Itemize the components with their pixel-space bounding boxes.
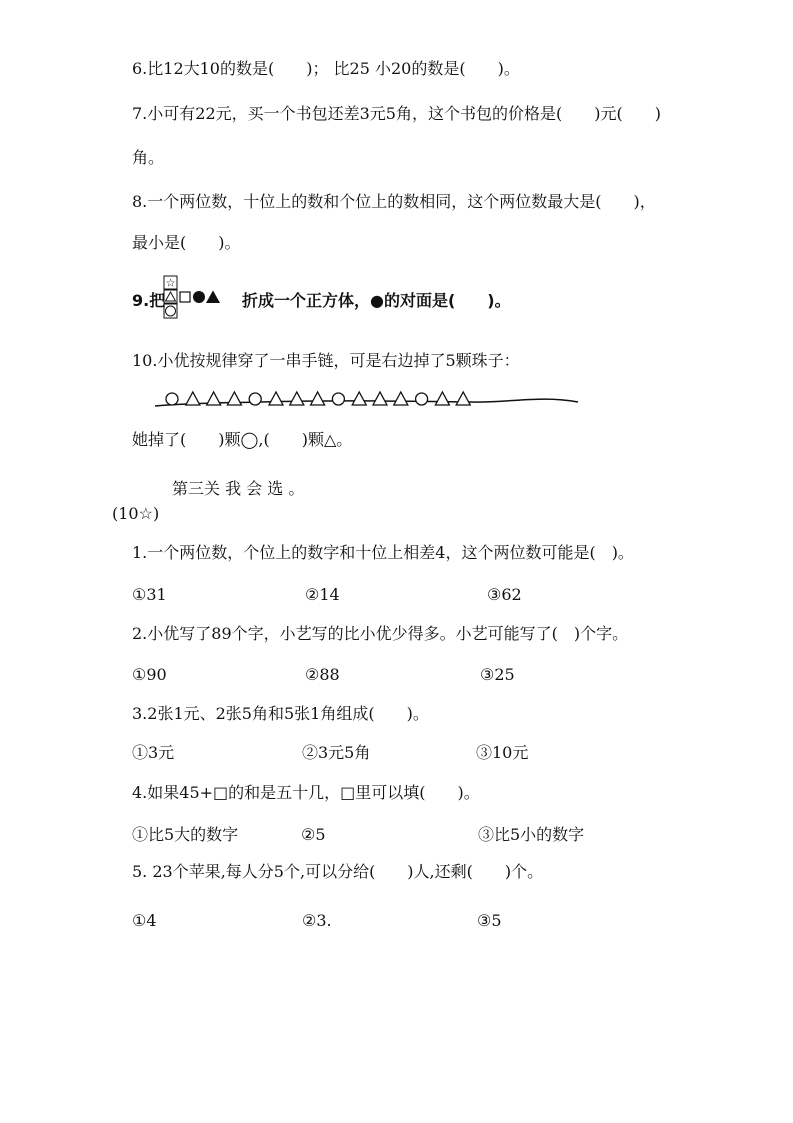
q3-option-c[interactable]: ③10元 (476, 743, 529, 762)
choice-question-2: 2.小优写了89个字，小艺写的比小优少得多。小艺可能写了( )个字。 (132, 624, 629, 643)
bead-triangle (207, 392, 221, 405)
circle-icon (166, 306, 176, 316)
bead-triangle (456, 392, 470, 405)
bead-circle (249, 393, 261, 405)
bead-bracelet-figure (150, 385, 582, 415)
choice-question-1: 1.一个两位数，个位上的数字和十位上相差4，这个两位数可能是( )。 (132, 543, 634, 562)
q4-option-b[interactable]: ②5 (301, 825, 326, 844)
question-9-prefix: 9.把 (132, 291, 166, 310)
filled-circle-icon (193, 291, 205, 303)
q1-option-c[interactable]: ③62 (487, 585, 522, 604)
star-icon: ☆ (165, 276, 176, 290)
q5-option-b[interactable]: ②3. (302, 911, 332, 930)
choice-question-3: 3.2张1元、2张5角和5张1角组成( )。 (132, 704, 429, 723)
question-8-line2: 最小是( )。 (132, 233, 241, 252)
bead-triangle (435, 392, 449, 405)
q3-option-b[interactable]: ②3元5角 (302, 743, 371, 762)
question-7-line1: 7.小可有22元，买一个书包还差3元5角，这个书包的价格是( )元( ) (132, 104, 661, 123)
q2-option-b[interactable]: ②88 (305, 665, 340, 684)
bead-triangle (269, 392, 283, 405)
bead-triangle (373, 392, 387, 405)
q4-option-a[interactable]: ①比5大的数字 (132, 825, 239, 844)
q4-option-c[interactable]: ③比5小的数字 (478, 825, 585, 844)
q1-option-a[interactable]: ①31 (132, 585, 167, 604)
choice-question-4: 4.如果45+□的和是五十几，□里可以填( )。 (132, 783, 480, 802)
bead-triangle (311, 392, 325, 405)
bead-triangle (227, 392, 241, 405)
bead-triangle (352, 392, 366, 405)
triangle-icon (166, 292, 176, 301)
section-title: 第三关 我 会 选 。 (172, 479, 305, 498)
cube-net-figure (163, 275, 223, 321)
q2-option-c[interactable]: ③25 (480, 665, 515, 684)
question-8-line1: 8.一个两位数，十位上的数和个位上的数相同，这个两位数最大是( )， (132, 192, 656, 211)
q5-option-a[interactable]: ①4 (132, 911, 157, 930)
question-10-answer: 她掉了( )颗◯,( )颗△。 (132, 430, 353, 449)
q5-option-c[interactable]: ③5 (477, 911, 502, 930)
bead-triangle (186, 392, 200, 405)
bead-triangle (394, 392, 408, 405)
q1-option-b[interactable]: ②14 (305, 585, 340, 604)
bead-circle (416, 393, 428, 405)
question-9-suffix: 折成一个正方体，●的对面是( )。 (242, 291, 511, 310)
bead-circle (166, 393, 178, 405)
square-icon (180, 292, 190, 302)
section-score: (10☆) (112, 504, 160, 523)
question-6: 6.比12大10的数是( )； 比25 小20的数是( )。 (132, 59, 520, 78)
question-10: 10.小优按规律穿了一串手链，可是右边掉了5颗珠子： (132, 351, 520, 370)
bead-triangle (290, 392, 304, 405)
q3-option-a[interactable]: ①3元 (132, 743, 175, 762)
choice-question-5: 5. 23个苹果,每人分5个,可以分给( )人,还剩( )个。 (132, 862, 544, 881)
bead-circle (332, 393, 344, 405)
filled-triangle-icon (206, 291, 220, 304)
question-7-line2: 角。 (132, 148, 165, 167)
q2-option-a[interactable]: ①90 (132, 665, 167, 684)
